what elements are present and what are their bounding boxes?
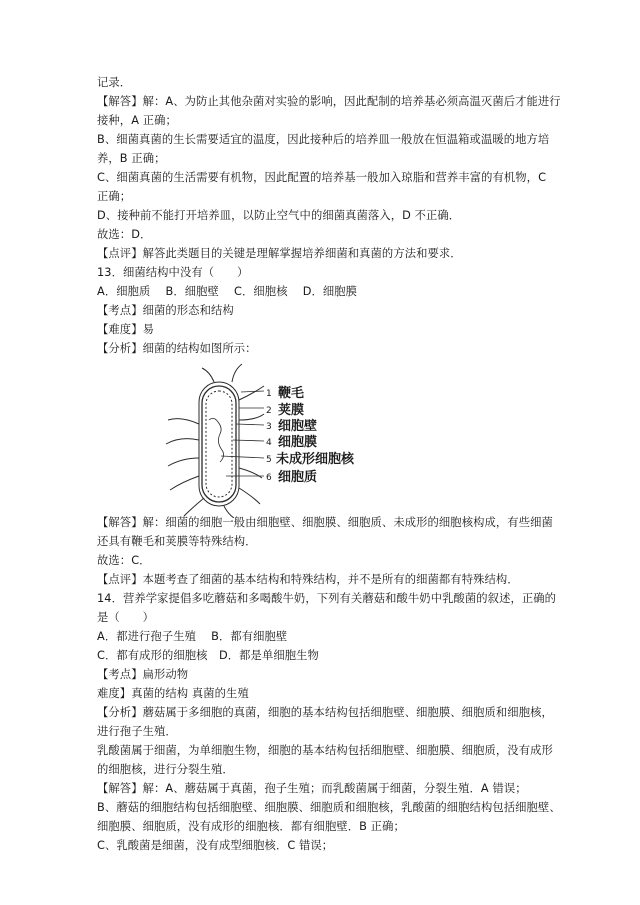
text-line: 【考点】细菌的形态和结构: [97, 304, 234, 317]
text-line: 养，B 正确；: [97, 152, 166, 165]
text-line: 的细胞核，进行分裂生殖．: [97, 763, 234, 776]
text-line: 是（ ）: [97, 611, 154, 624]
label-cytoplasm: 细胞质: [278, 470, 318, 485]
text-line: 【解答】解：A、为防止其他杂菌对实验的影响，因此配制的培养基必须高温灭菌后才能进行: [97, 95, 561, 108]
label-number-1: 1: [266, 389, 272, 399]
label-cell-wall: 细胞壁: [278, 419, 318, 434]
text-line: B、细菌真菌的生长需要适宜的温度，因此接种后的培养皿一般放在恒温箱或温暖的地方培: [97, 133, 550, 146]
question-13: 13．细菌结构中没有（ ）: [97, 266, 249, 279]
label-nucleoid: 未成形细胞核: [276, 452, 355, 467]
question-14-options-ab: A．都进行孢子生殖 B．都有细胞壁: [97, 630, 288, 643]
text-line: 细胞膜、细胞质，没有成形的细胞核．都有细胞壁．B 正确；: [97, 820, 405, 833]
text-line: 接种，A 正确；: [97, 114, 177, 127]
text-line: 【分析】蘑菇属于多细胞的真菌，细胞的基本结构包括细胞壁、细胞膜、细胞质和细胞核，: [97, 706, 553, 719]
text-line: 【解答】解：细菌的细胞一般由细胞壁、细胞膜、细胞质、未成形的细胞核构成，有些细菌: [97, 516, 553, 529]
text-line: 【考点】扁形动物: [97, 668, 189, 681]
question-13-options: A．细胞质 B．细胞壁 C．细胞核 D．细胞膜: [97, 285, 358, 298]
text-line: C、乳酸菌是细菌，没有成型细胞核．C 错误；: [97, 839, 334, 852]
text-line: 进行孢子生殖．: [97, 725, 177, 738]
text-line: 记录．: [97, 76, 132, 89]
bacteria-structure-figure: [96, 358, 396, 518]
text-line: D、接种前不能打开培养皿，以防止空气中的细菌真菌落入，D 不正确．: [97, 209, 461, 222]
text-line: 【解答】解：A、蘑菇属于真菌，孢子生殖；而乳酸菌属于细菌，分裂生殖．A 错误；: [97, 782, 527, 795]
text-line: B、蘑菇的细胞结构包括细胞壁、细胞膜、细胞质和细胞核，乳酸菌的细胞结构包括细胞壁、: [97, 801, 561, 814]
label-number-6: 6: [266, 473, 272, 483]
text-line: 【点评】解答此类题目的关键是理解掌握培养细菌和真菌的方法和要求．: [97, 247, 462, 260]
text-line: 【难度】易: [97, 323, 154, 336]
text-line: 还具有鞭毛和荚膜等特殊结构．: [97, 535, 257, 548]
text-line: 难度】真菌的结构 真菌的生殖: [97, 687, 249, 700]
label-capsule: 荚膜: [278, 403, 305, 418]
label-cell-membrane: 细胞膜: [278, 435, 318, 450]
text-line: 乳酸菌属于细菌，为单细胞生物，细胞的基本结构包括细胞壁、细胞膜、细胞质，没有成形: [97, 744, 553, 757]
label-number-2: 2: [266, 406, 272, 416]
label-number-3: 3: [266, 422, 272, 432]
text-line: 正确；: [97, 190, 132, 203]
text-line: 【点评】本题考查了细菌的基本结构和特殊结构，并不是所有的细菌都有特殊结构．: [97, 573, 519, 586]
question-14-options-cd: C．都有成形的细胞核 D．都是单细胞生物: [97, 649, 319, 662]
text-line: 【分析】细菌的结构如图所示：: [97, 342, 257, 355]
label-flagellum: 鞭毛: [278, 386, 305, 401]
text-line: C、细菌真菌的生活需要有机物，因此配置的培养基一般加入琼脂和营养丰富的有机物，C: [97, 171, 547, 184]
text-line: 故选：D．: [97, 228, 152, 241]
text-line: 故选：C．: [97, 554, 151, 567]
bacteria-diagram: [96, 358, 396, 518]
label-number-4: 4: [266, 438, 272, 448]
question-14: 14．营养学家提倡多吃蘑菇和多喝酸牛奶，下列有关蘑菇和酸牛奶中乳酸菌的叙述，正确的: [97, 592, 557, 605]
label-number-5: 5: [266, 455, 272, 465]
